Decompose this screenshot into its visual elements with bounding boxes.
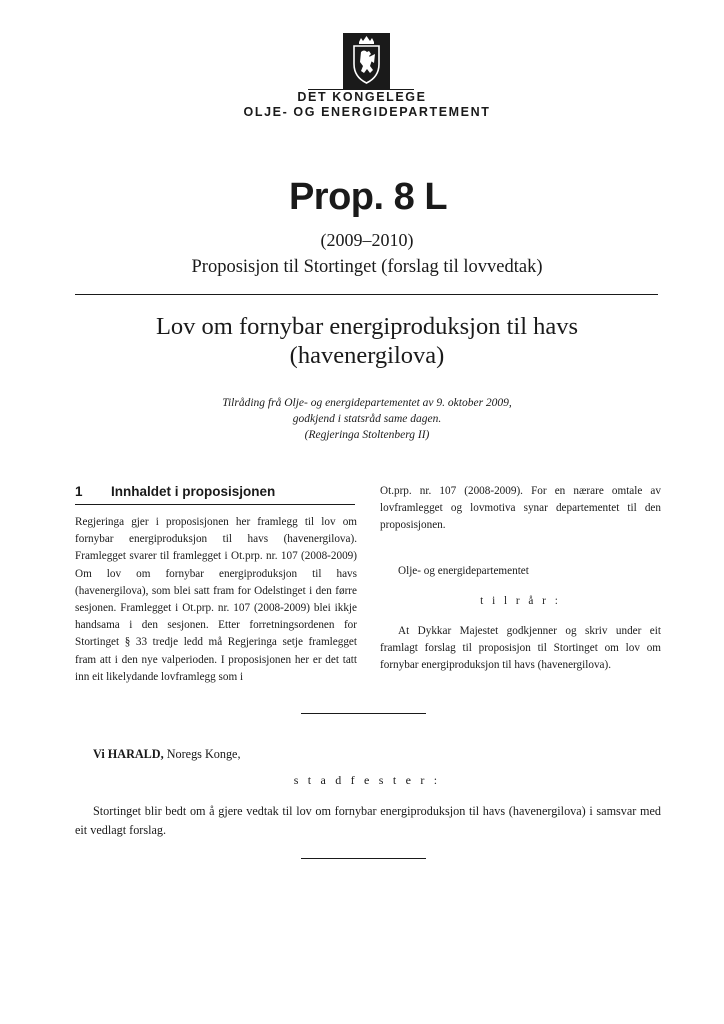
session-year: (2009–2010) bbox=[320, 230, 414, 250]
section-number: 1 bbox=[75, 484, 83, 499]
section-heading-text: Innhaldet i proposisjonen bbox=[111, 484, 276, 499]
section-body: Regjeringa gjer i proposisjonen her framlegg til lov om fornybar energiproduksjon til havs (havenergilova). Framlegget svarer til framlegget i Ot.prp. nr. 107 (2008-2009) Om lov om fornybar energiproduksjon til havs (havenergilova), som blei satt fram for Odelstinget i den førre sesjonen. Framlegget i Ot.prp. nr. 107 (2008-2009) blei ikkje handsama i den sesjonen. Etter forretningsordenen for Stortinget § 33 tredje ledd må Regjeringa setje framlegget fram att i den nye valperioden. I proposisjonen her er det tatt inn eit likelydande lovframlegg som i bbox=[75, 516, 357, 683]
law-title bbox=[0, 312, 724, 370]
decree-text: Stortinget blir bedt om å gjere vedtak til lov om fornybar energiproduksjon til havs (havenergilova) i samsvar med eit vedlagt forslag. bbox=[75, 804, 661, 837]
left-column bbox=[75, 514, 357, 686]
recommendation-block bbox=[0, 395, 724, 443]
recommendation-line1: Tilråding frå Olje- og energidepartementet av 9. oktober 2009, bbox=[222, 397, 512, 409]
law-title-line1: Lov om fornybar energiproduksjon til havs bbox=[155, 313, 579, 340]
king-title: Noregs Konge, bbox=[163, 747, 241, 761]
header-divider bbox=[308, 89, 414, 90]
proposition-subtitle: Proposisjon til Stortinget (forslag til lovvedtak) bbox=[191, 257, 543, 277]
section-heading bbox=[75, 484, 355, 499]
section-divider bbox=[75, 504, 355, 505]
end-divider bbox=[301, 858, 426, 859]
king-name: Vi HARALD, bbox=[93, 747, 164, 761]
proposition-number: Prop. 8 L bbox=[288, 176, 448, 218]
department-name-line1: DET KONGELEGE bbox=[297, 90, 427, 104]
right-column bbox=[380, 483, 661, 675]
coat-of-arms-icon bbox=[343, 33, 390, 89]
king-line bbox=[93, 747, 241, 762]
recommendation-line3: (Regjeringa Stoltenberg II) bbox=[304, 429, 430, 441]
law-title-line2: (havenergilova) bbox=[289, 342, 445, 369]
closing-text: At Dykkar Majestet godkjenner og skriv under eit framlagt forslag til proposisjon til Stortinget om lov om fornybar energiproduksjon til havs (havenergilova). bbox=[380, 625, 661, 672]
determines-label: s t a d f e s t e r : bbox=[293, 773, 441, 787]
recommendation-line2: godkjend i statsråd same dagen. bbox=[292, 413, 442, 425]
department-name-line2: OLJE- OG ENERGIDEPARTEMENT bbox=[243, 105, 491, 119]
recommends-label: t i l r å r : bbox=[480, 594, 561, 607]
title-divider bbox=[75, 294, 658, 295]
ministry-name: Olje- og energidepartementet bbox=[398, 564, 529, 577]
continuation-text: Ot.prp. nr. 107 (2008-2009). For en nærare omtale av lovframlegget og lovmotiva synar departementet til den proposisjonen. bbox=[380, 485, 661, 532]
short-divider bbox=[301, 713, 426, 714]
